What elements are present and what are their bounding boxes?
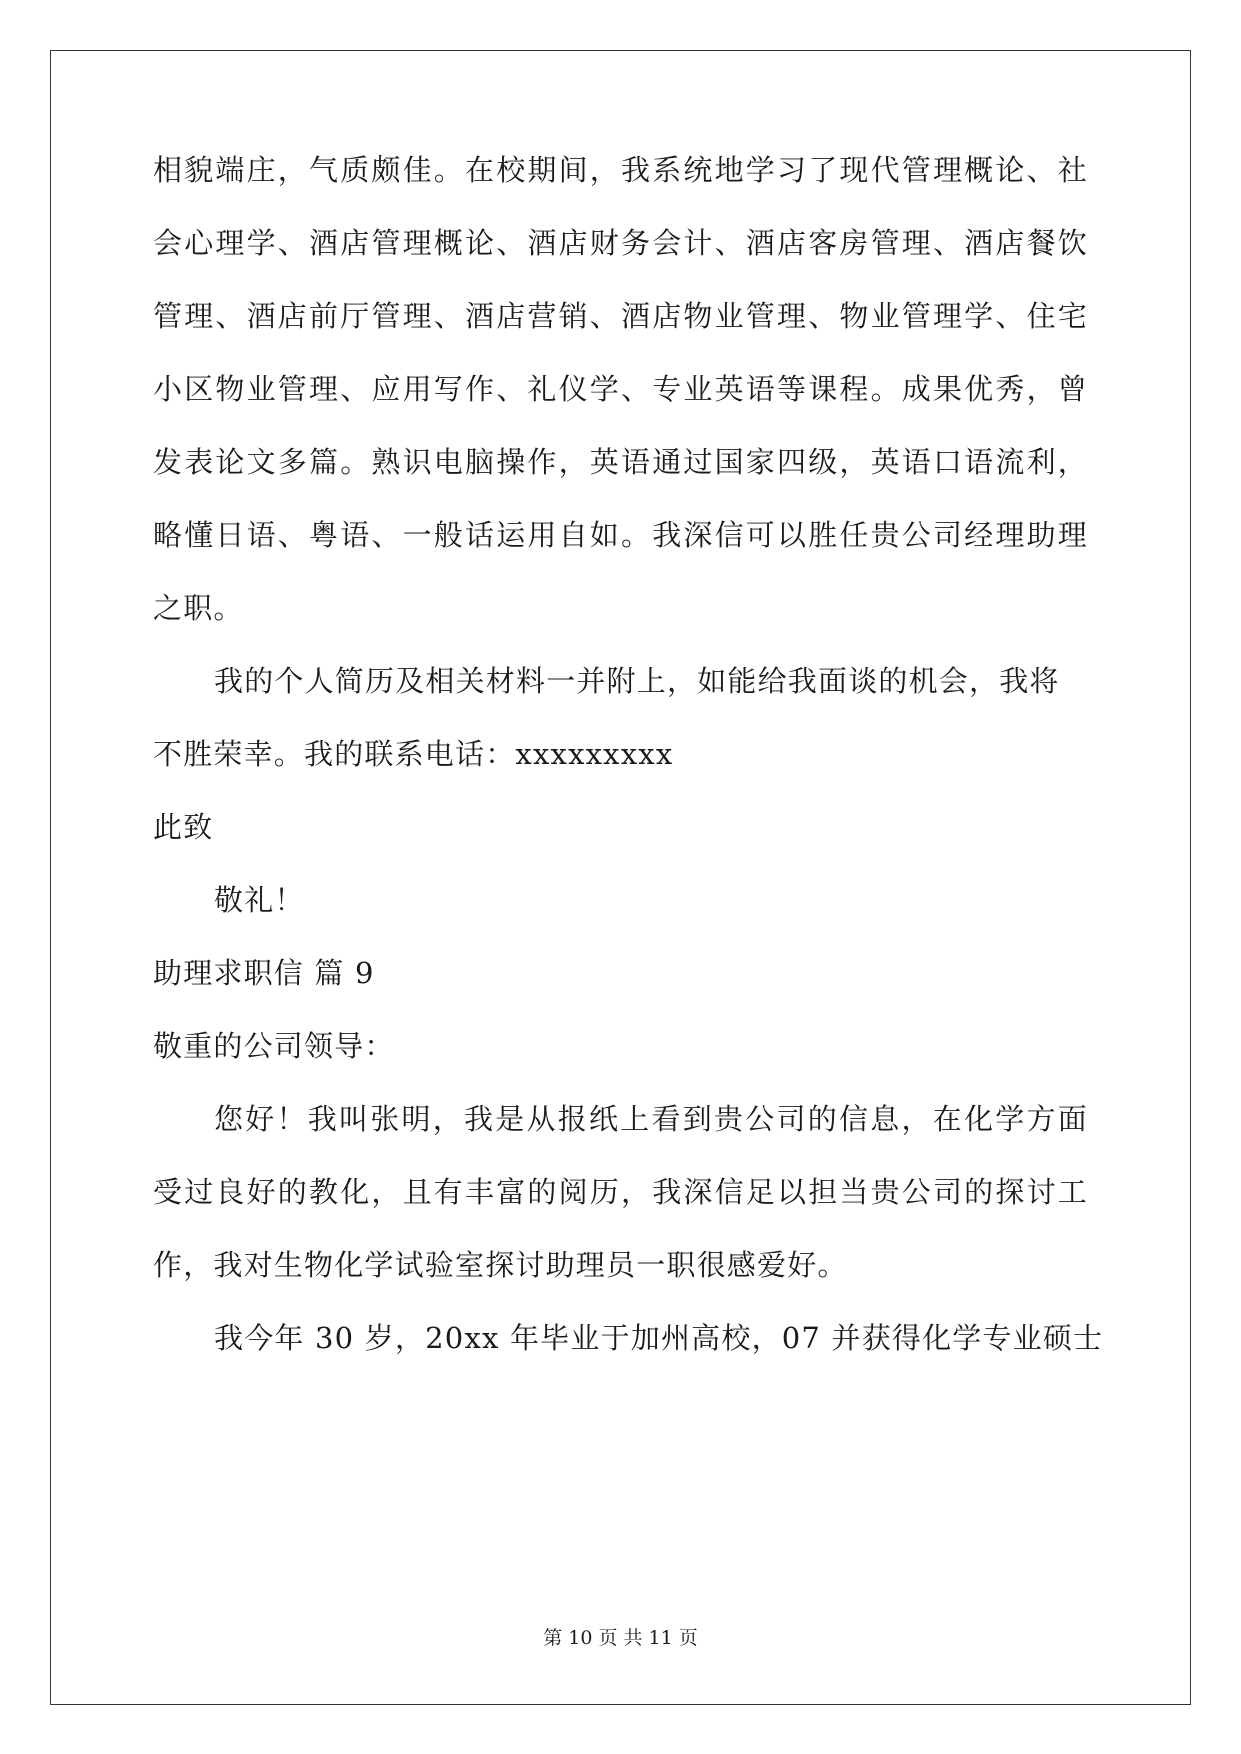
paragraph-line: 受过良好的教化，且有丰富的阅历，我深信足以担当贵公司的探讨工 — [153, 1175, 1088, 1209]
paragraph-line: 略懂日语、粤语、一般话运用自如。我深信可以胜任贵公司经理助理 — [153, 518, 1088, 552]
closing-regards: 敬礼！ — [214, 883, 305, 917]
section-heading: 助理求职信 篇 9 — [153, 956, 375, 990]
paragraph-line: 作，我对生物化学试验室探讨助理员一职很感爱好。 — [153, 1248, 848, 1282]
paragraph-line: 会心理学、酒店管理概论、酒店财务会计、酒店客房管理、酒店餐饮 — [153, 226, 1088, 260]
paragraph-line: 发表论文多篇。熟识电脑操作，英语通过国家四级，英语口语流利， — [153, 445, 1088, 479]
paragraph-line: 之职。 — [153, 591, 244, 625]
paragraph-line: 我今年 30 岁，20xx 年毕业于加州高校，07 并获得化学专业硕士 — [214, 1321, 1104, 1355]
paragraph-line: 我的个人简历及相关材料一并附上，如能给我面谈的机会，我将 — [214, 664, 1060, 698]
paragraph-line: 管理、酒店前厅管理、酒店营销、酒店物业管理、物业管理学、住宅 — [153, 299, 1088, 333]
paragraph-line: 不胜荣幸。我的联系电话：xxxxxxxxx — [153, 737, 674, 771]
paragraph-line: 相貌端庄，气质颇佳。在校期间，我系统地学习了现代管理概论、社 — [153, 153, 1088, 187]
page-number-footer: 第 10 页 共 11 页 — [543, 1627, 698, 1649]
paragraph-line: 小区物业管理、应用写作、礼仪学、专业英语等课程。成果优秀，曾 — [153, 372, 1088, 406]
letter-greeting: 敬重的公司领导： — [153, 1029, 395, 1063]
closing-salutation: 此致 — [153, 810, 214, 844]
paragraph-line: 您好！我叫张明，我是从报纸上看到贵公司的信息，在化学方面 — [214, 1102, 1088, 1136]
